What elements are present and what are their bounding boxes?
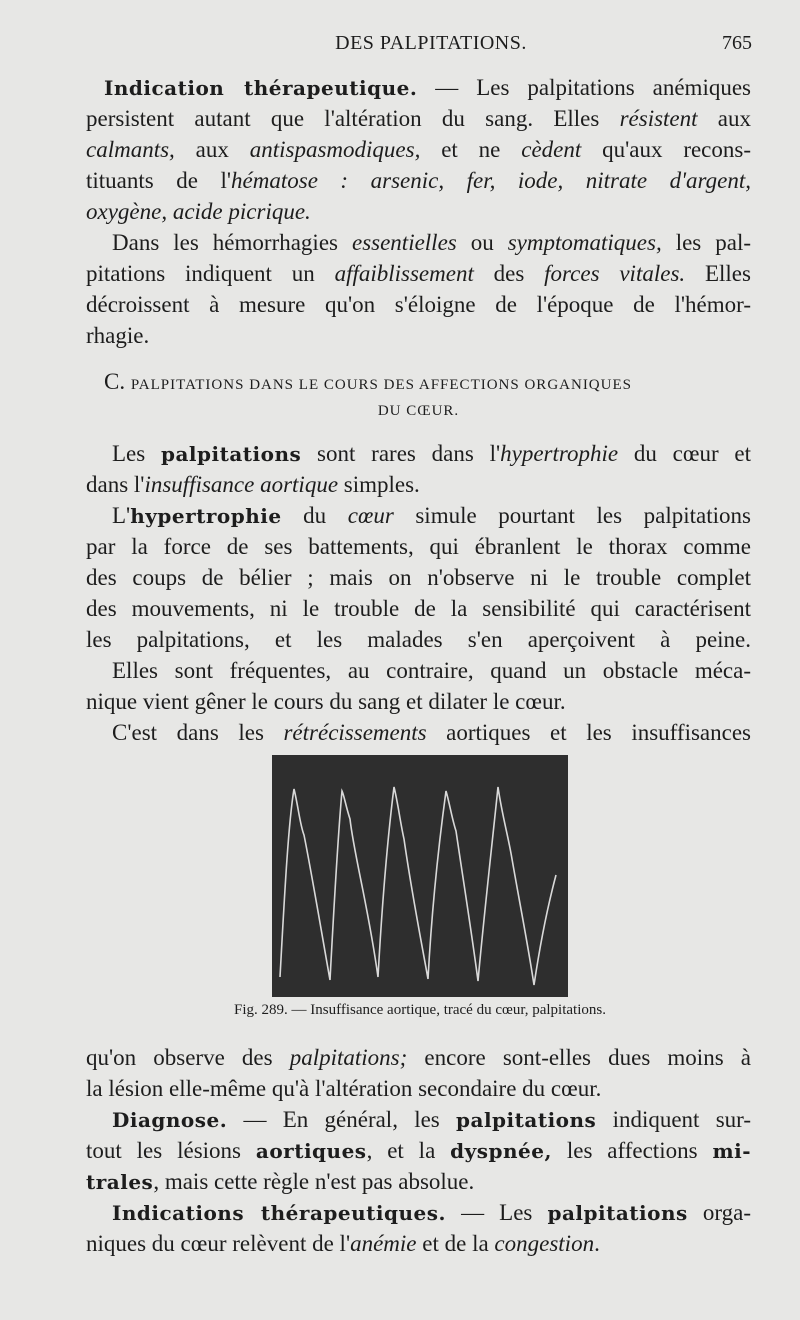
paragraph-line: oxygène, acide picrique. xyxy=(86,199,311,224)
paragraph-line: dans l'insuffisance aortique simples. xyxy=(86,472,420,497)
run-in-heading: Diagnose. xyxy=(112,1108,228,1132)
run-in-heading: Indications thérapeutiques. xyxy=(112,1201,446,1225)
paragraph-line: Elles sont fréquentes, au contraire, quand un obstacle méca- xyxy=(112,658,751,683)
paragraph-line: persistent autant que l'altération du sang. Elles résistent aux xyxy=(86,106,751,131)
paragraph-line: Indication thérapeutique. — Les palpitations anémiques xyxy=(104,75,751,100)
page-header xyxy=(110,32,752,62)
paragraph-line: trales, mais cette règle n'est pas absolue. xyxy=(86,1169,475,1194)
paragraph-line: Diagnose. — En général, les palpitations indiquent sur- xyxy=(112,1107,752,1132)
paragraph-line: décroissent à mesure qu'on s'éloigne de l'époque de l'hémor- xyxy=(86,292,751,317)
run-in-heading: Indication thérapeutique. xyxy=(104,76,418,100)
paragraph-line: nique vient gêner le cours du sang et dilater le cœur. xyxy=(86,689,566,714)
paragraph-line: les palpitations, et les malades s'en aperçoivent à peine. xyxy=(86,627,751,652)
paragraph-line: Dans les hémorrhagies essentielles ou symptomatiques, les pal- xyxy=(112,230,752,255)
figure-caption: Fig. 289. — Insuffisance aortique, tracé du cœur, palpitations. xyxy=(234,1002,606,1018)
paragraph-line: pitations indiquent un affaiblissement des forces vitales. Elles xyxy=(86,261,751,286)
paragraph-line: par la force de ses battements, qui ébranlent le thorax comme xyxy=(86,534,751,559)
paragraph-line: Indications thérapeutiques. — Les palpitations orga- xyxy=(112,1200,751,1225)
page-number: 765 xyxy=(722,32,752,54)
section-title: PALPITATIONS DANS LE COURS DES AFFECTIONS ORGANIQUES xyxy=(130,377,632,393)
paragraph-line: Les palpitations sont rares dans l'hypertrophie du cœur et xyxy=(112,441,751,466)
paragraph-line: niques du cœur relèvent de l'anémie et de la congestion. xyxy=(86,1231,600,1256)
figure-tracing xyxy=(272,755,568,997)
paragraph-line: des coups de bélier ; mais on n'observe ni le trouble complet xyxy=(86,565,751,590)
paragraph-line: tout les lésions aortiques, et la dyspnée, les affections mi- xyxy=(86,1138,751,1163)
paragraph-line: tituants de l'hématose : arsenic, fer, iode, nitrate d'argent, xyxy=(86,168,751,193)
paragraph-line: calmants, aux antispasmodiques, et ne cèdent qu'aux recons- xyxy=(86,137,752,162)
paragraph-line: rhagie. xyxy=(86,323,150,348)
paragraph-line: qu'on observe des palpitations; encore sont-elles dues moins à xyxy=(86,1045,751,1070)
section-title-cont: DU CŒUR. xyxy=(377,403,460,419)
pulse-trace-line xyxy=(280,787,556,985)
paragraph-line: L'hypertrophie du cœur simule pourtant les palpitations xyxy=(112,503,751,528)
paragraph-line: C'est dans les rétrécissements aortiques et les insuffisances xyxy=(112,720,751,745)
running-head: DES PALPITATIONS. xyxy=(335,32,527,54)
paragraph-line: la lésion elle-même qu'à l'altération secondaire du cœur. xyxy=(86,1076,602,1101)
section-letter: C. xyxy=(104,369,126,394)
paragraph-line: des mouvements, ni le trouble de la sensibilité qui caractérisent xyxy=(86,596,751,621)
pulse-tracing-image xyxy=(272,755,568,997)
